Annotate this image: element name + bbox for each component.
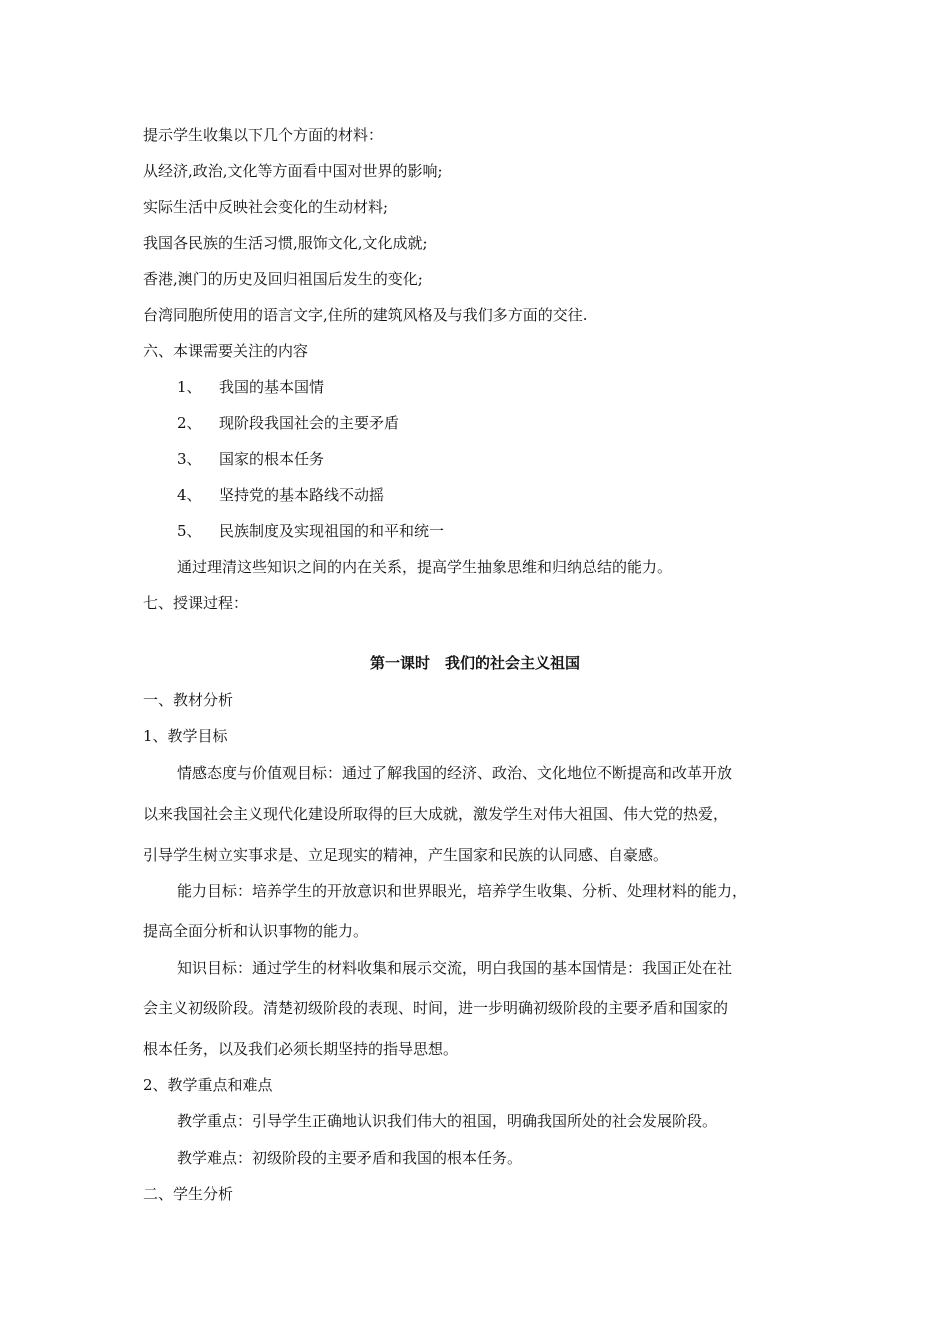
list-item-number: 3、 <box>177 450 202 468</box>
part1-heading: 一、教材分析 <box>143 691 234 709</box>
lesson-title: 第一课时 我们的社会主义祖国 <box>369 654 580 672</box>
intro-line: 台湾同胞所使用的语言文字,住所的建筑风格及与我们多方面的交往. <box>143 306 588 324</box>
section7-heading: 七、授课过程： <box>143 594 249 612</box>
list-item-number: 1、 <box>177 378 202 396</box>
list-item-text: 民族制度及实现祖国的和平和统一 <box>219 522 445 540</box>
list-item <box>177 413 399 433</box>
ability-goal-line: 能力目标：培养学生的开放意识和世界眼光，培养学生收集、分析、处理材料的能力， <box>177 882 748 900</box>
intro-line: 我国各民族的生活习惯,服饰文化,文化成就; <box>143 234 428 252</box>
list-item-number: 2、 <box>177 414 202 432</box>
list-item <box>177 521 444 541</box>
intro-line: 实际生活中反映社会变化的生动材料; <box>143 198 389 216</box>
part2-heading: 二、学生分析 <box>143 1185 234 1203</box>
emotion-goal-line: 情感态度与价值观目标：通过了解我国的经济、政治、文化地位不断提高和改革开放 <box>177 764 733 782</box>
list-item <box>177 449 324 469</box>
list-item-text: 坚持党的基本路线不动摇 <box>219 486 385 504</box>
intro-line: 提示学生收集以下几个方面的材料： <box>143 126 384 144</box>
list-item-number: 5、 <box>177 522 202 540</box>
emotion-goal-line: 引导学生树立实事求是、立足现实的精神，产生国家和民族的认同感、自豪感。 <box>143 846 669 864</box>
difficulty-point: 教学难点：初级阶段的主要矛盾和我国的根本任务。 <box>177 1149 523 1167</box>
list-item <box>177 377 324 397</box>
intro-line: 香港,澳门的历史及回归祖国后发生的变化; <box>143 270 423 288</box>
emotion-goal-line: 以来我国社会主义现代化建设所取得的巨大成就，激发学生对伟大祖国、伟大党的热爱， <box>143 805 729 823</box>
ability-goal-line: 提高全面分析和认识事物的能力。 <box>143 922 369 940</box>
intro-line: 从经济,政治,文化等方面看中国对世界的影响; <box>143 162 443 180</box>
knowledge-goal-line: 知识目标：通过学生的材料收集和展示交流，明白我国的基本国情是：我国正处在社 <box>177 959 733 977</box>
list-item-text: 国家的根本任务 <box>219 450 325 468</box>
list-item-number: 4、 <box>177 486 202 504</box>
list-item-text: 我国的基本国情 <box>219 378 325 396</box>
key-heading: 2、教学重点和难点 <box>143 1076 273 1094</box>
list-item <box>177 485 384 505</box>
section6-heading: 六、本课需要关注的内容 <box>143 342 309 360</box>
knowledge-goal-line: 会主义初级阶段。清楚初级阶段的表现、时间，进一步明确初级阶段的主要矛盾和国家的 <box>143 999 729 1017</box>
section6-summary: 通过理清这些知识之间的内在关系，提高学生抽象思维和归纳总结的能力。 <box>177 558 673 576</box>
key-point: 教学重点：引导学生正确地认识我们伟大的祖国，明确我国所处的社会发展阶段。 <box>177 1112 718 1130</box>
goals-heading: 1、教学目标 <box>143 727 228 745</box>
knowledge-goal-line: 根本任务，以及我们必须长期坚持的指导思想。 <box>143 1040 459 1058</box>
list-item-text: 现阶段我国社会的主要矛盾 <box>219 414 400 432</box>
